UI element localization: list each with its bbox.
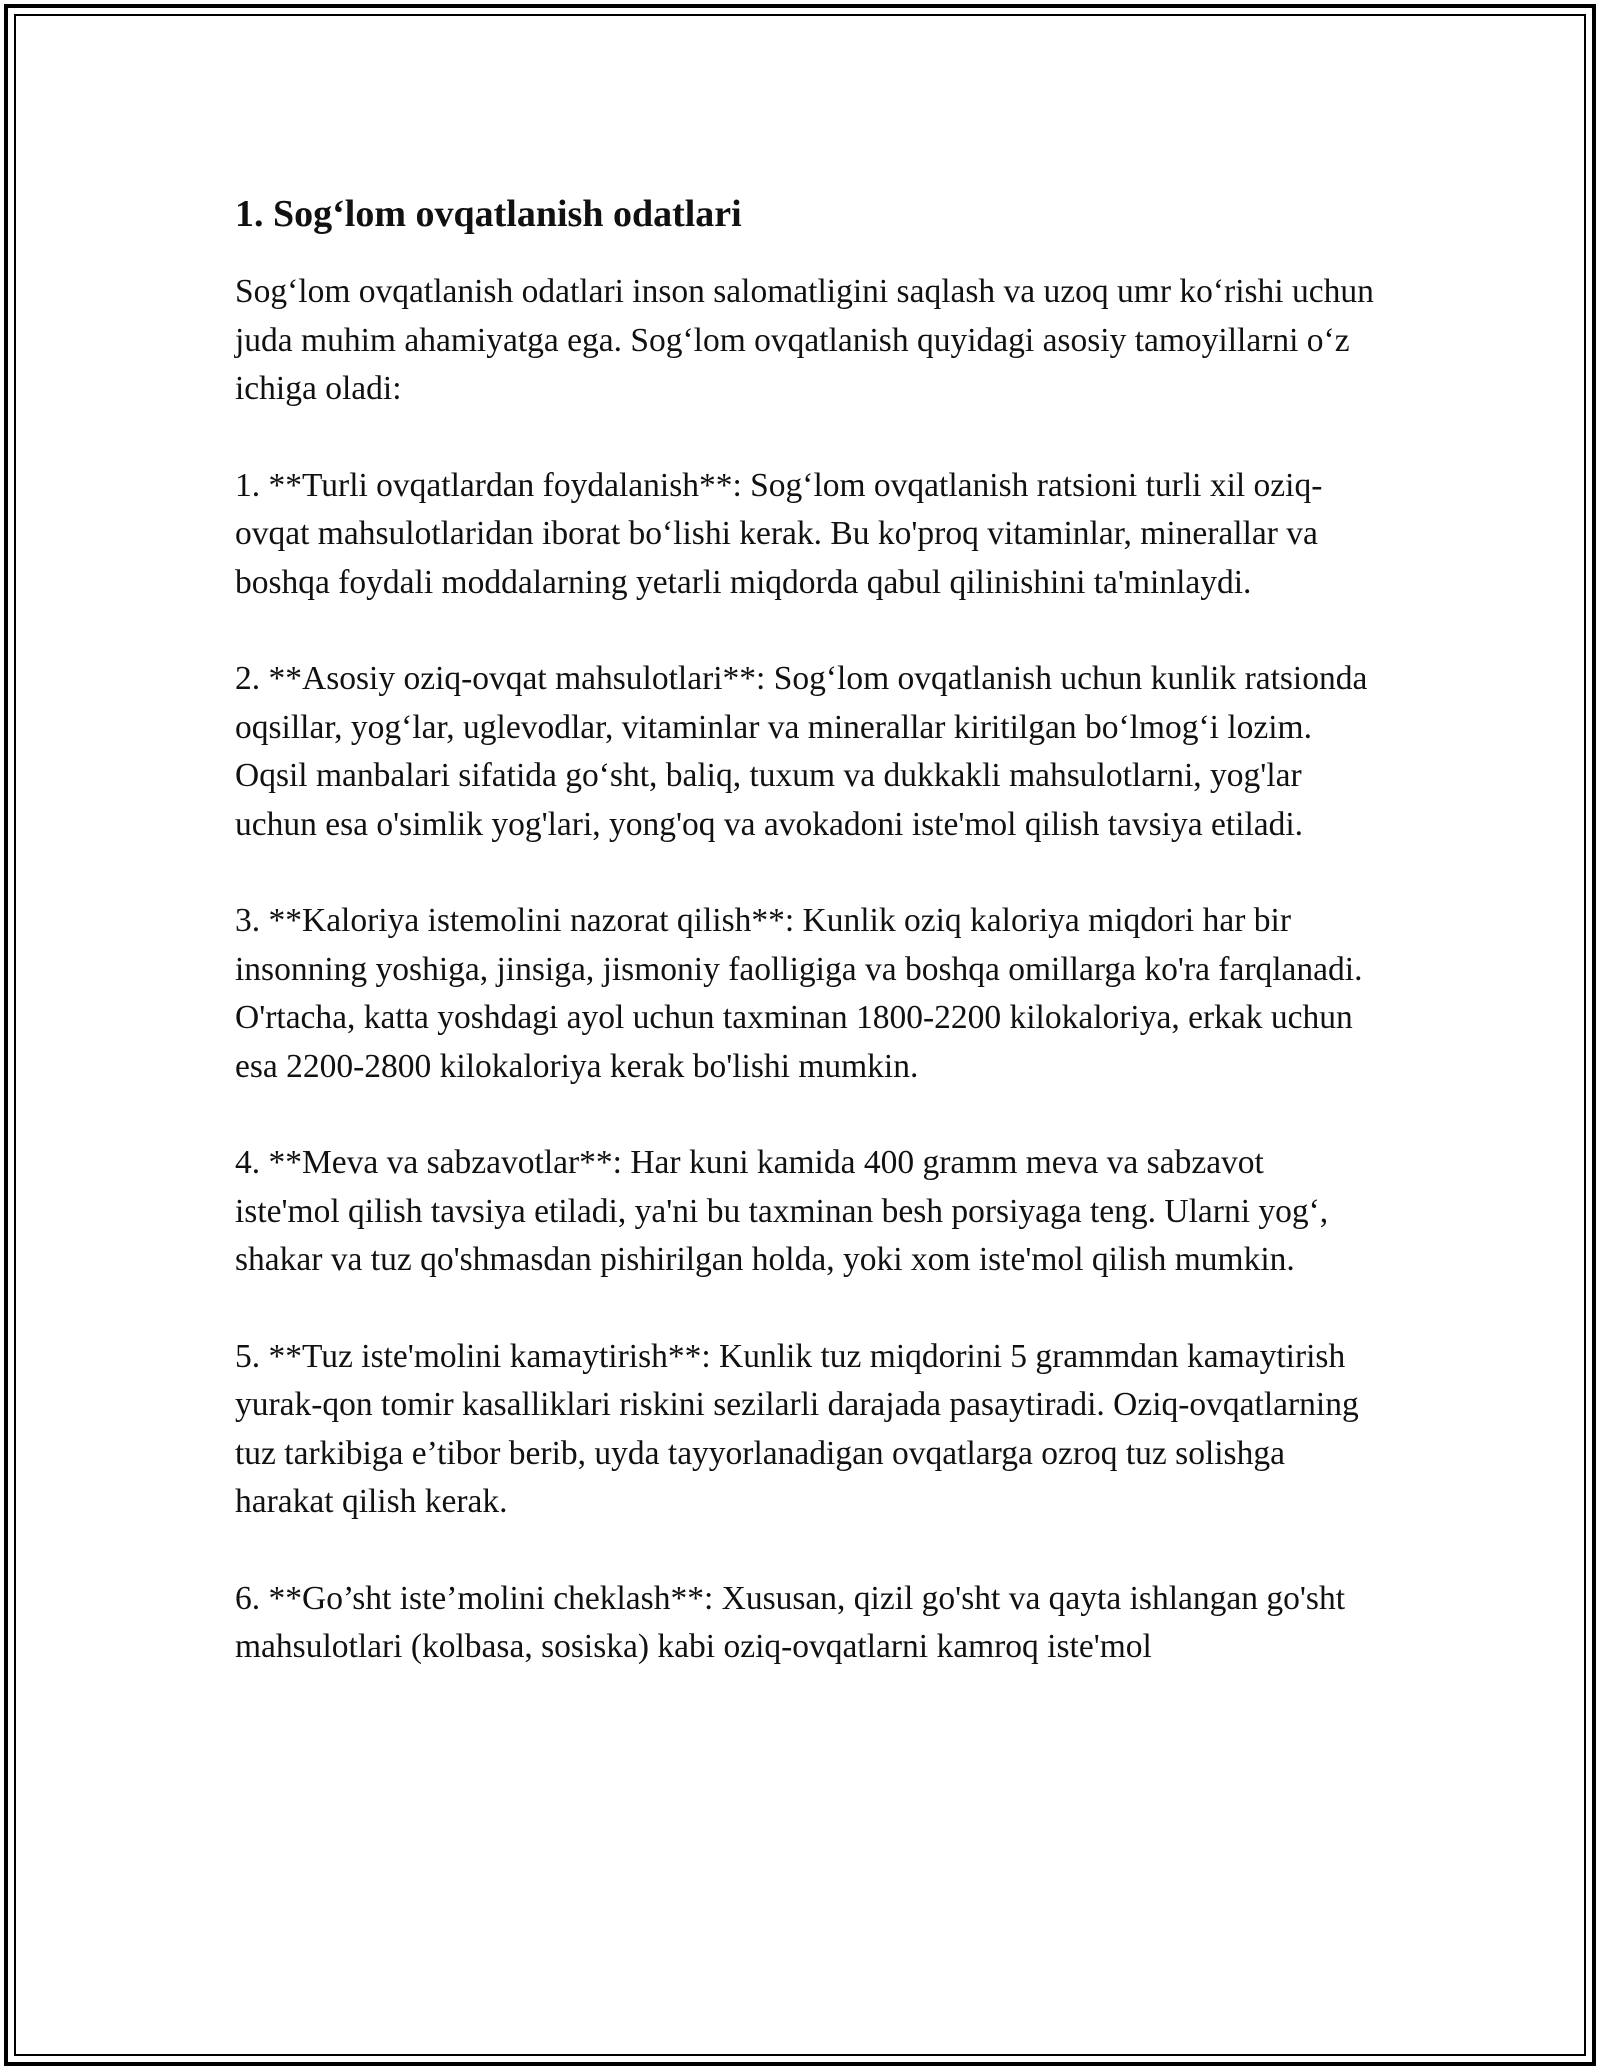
list-item-6: 6. **Go’sht iste’molini cheklash**: Xususan, qizil go'sht va qayta ishlangan go'sht mahsulotlari (kolbasa, sosiska) kabi oziq-ovqatlarni kamroq iste'mol bbox=[235, 1579, 1345, 1665]
intro-paragraph: Sog‘lom ovqatlanish odatlari inson salomatligini saqlash va uzoq umr ko‘rishi uchun juda muhim ahamiyatga ega. Sog‘lom ovqatlanish quyidagi asosiy tamoyillarni o‘z ichiga oladi: bbox=[235, 273, 1374, 407]
document-body bbox=[235, 188, 1375, 1672]
list-item-3: 3. **Kaloriya istemolini nazorat qilish**: Kunlik oziq kaloriya miqdori har bir insonning yoshiga, jinsiga, jismoniy faolligiga va boshqa omillarga ko'ra farqlanadi. O'rtacha, katta yoshdagi ayol uchun taxminan 1800-2200 kilokaloriya, erkak uchun esa 2200-2800 kilokaloriya kerak bo'lishi mumkin. bbox=[235, 902, 1363, 1085]
list-item-4: 4. **Meva va sabzavotlar**: Har kuni kamida 400 gramm meva va sabzavot iste'mol qilish tavsiya etiladi, ya'ni bu taxminan besh porsiyaga teng. Ularni yog‘, shakar va tuz qo'shmasdan pishirilgan holda, yoki xom iste'mol qilish mumkin. bbox=[235, 1144, 1329, 1278]
section-heading: 1. Sog‘lom ovqatlanish odatlari bbox=[235, 193, 742, 235]
list-item-2: 2. **Asosiy oziq-ovqat mahsulotlari**: Sog‘lom ovqatlanish uchun kunlik ratsionda oqsillar, yog‘lar, uglevodlar, vitaminlar va minerallar kiritilgan bo‘lmog‘i lozim. Oqsil manbalari sifatida go‘sht, baliq, tuxum va dukkakli mahsulotlarni, yog'lar uchun esa o'simlik yog'lari, yong'oq va avokadoni iste'mol qilish tavsiya etiladi. bbox=[235, 660, 1368, 843]
list-item-1: 1. **Turli ovqatlardan foydalanish**: Sog‘lom ovqatlanish ratsioni turli xil oziq-ovqat mahsulotlaridan iborat bo‘lishi kerak. Bu ko'proq vitaminlar, minerallar va boshqa foydali moddalarning yetarli miqdorda qabul qilinishini ta'minlaydi. bbox=[235, 466, 1323, 601]
list-item-5: 5. **Tuz iste'molini kamaytirish**: Kunlik tuz miqdorini 5 grammdan kamaytirish yurak-qon tomir kasalliklari riskini sezilarli darajada pasaytiradi. Oziq-ovqatlarning tuz tarkibiga e’tibor berib, uyda tayyorlanadigan ovqatlarga ozroq tuz solishga harakat qilish kerak. bbox=[235, 1337, 1359, 1520]
